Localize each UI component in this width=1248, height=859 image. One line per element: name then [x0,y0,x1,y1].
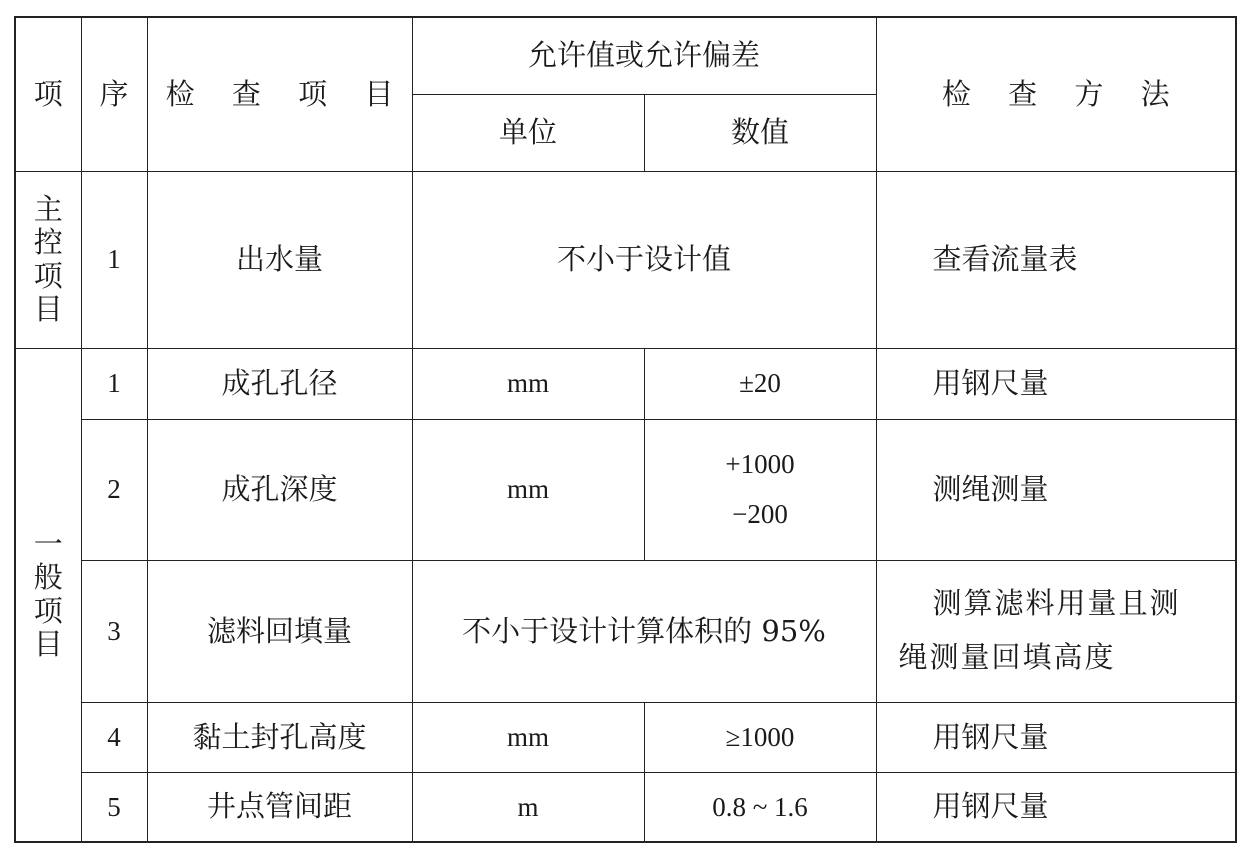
row-item: 成孔孔径 [147,348,412,419]
table-row [15,560,1236,702]
row-merged-value: 不小于设计计算体积的 95% [412,560,876,702]
group-main-label [15,171,81,348]
table-row [15,419,1236,560]
group-general-label [15,348,81,842]
header-item: 项 [15,17,81,171]
header-method-label: 检 查 方 法 [941,76,1184,111]
row-unit: mm [412,702,644,772]
row-item: 出水量 [147,171,412,348]
row-value: ±20 [644,348,876,419]
header-row-1 [15,17,1236,94]
row-seq: 5 [81,772,147,842]
row-method-line1: 测算滤料用量且测 [932,586,1181,621]
group-general-char: 目 [33,627,63,662]
header-seq: 序 [81,17,147,171]
table-row [15,772,1236,842]
group-main-char: 目 [33,291,63,326]
row-value: ≥1000 [644,702,876,772]
row-value-line2: −200 [732,498,788,529]
row-value-line1: +1000 [725,448,795,479]
row-seq: 1 [81,171,147,348]
group-main-char: 项 [33,258,63,293]
row-seq: 2 [81,419,147,560]
row-seq: 3 [81,560,147,702]
header-allowance: 允许值或允许偏差 [412,17,876,94]
row-method: 测绳测量 [876,419,1236,560]
group-main-char: 控 [33,225,63,260]
row-method: 用钢尺量 [876,348,1236,419]
row-method: 用钢尺量 [876,772,1236,842]
header-check-item [147,17,412,171]
table-row [15,171,1236,348]
row-unit: mm [412,419,644,560]
row-merged-value: 不小于设计值 [412,171,876,348]
row-seq: 1 [81,348,147,419]
header-unit: 单位 [412,94,644,171]
group-general-char: 项 [33,593,63,628]
group-general-char: 般 [33,560,63,595]
row-unit: m [412,772,644,842]
row-method-line2: 绳测量回填高度 [898,640,1116,674]
inspection-table-wrapper [14,16,1237,843]
row-unit: mm [412,348,644,419]
header-value: 数值 [644,94,876,171]
row-seq: 4 [81,702,147,772]
table-row [15,702,1236,772]
header-method [876,17,1236,171]
row-method: 用钢尺量 [876,702,1236,772]
inspection-table [14,16,1237,843]
row-value: 0.8 ~ 1.6 [644,772,876,842]
row-method [876,560,1236,702]
table-row [15,348,1236,419]
row-value [644,419,876,560]
row-item: 滤料回填量 [147,560,412,702]
row-item: 黏土封孔高度 [147,702,412,772]
row-item: 井点管间距 [147,772,412,842]
group-general-char: 一 [33,527,63,562]
group-main-char: 主 [33,191,63,226]
header-check-item-label: 检 查 项 目 [165,76,408,111]
row-item: 成孔深度 [147,419,412,560]
row-method: 查看流量表 [876,171,1236,348]
